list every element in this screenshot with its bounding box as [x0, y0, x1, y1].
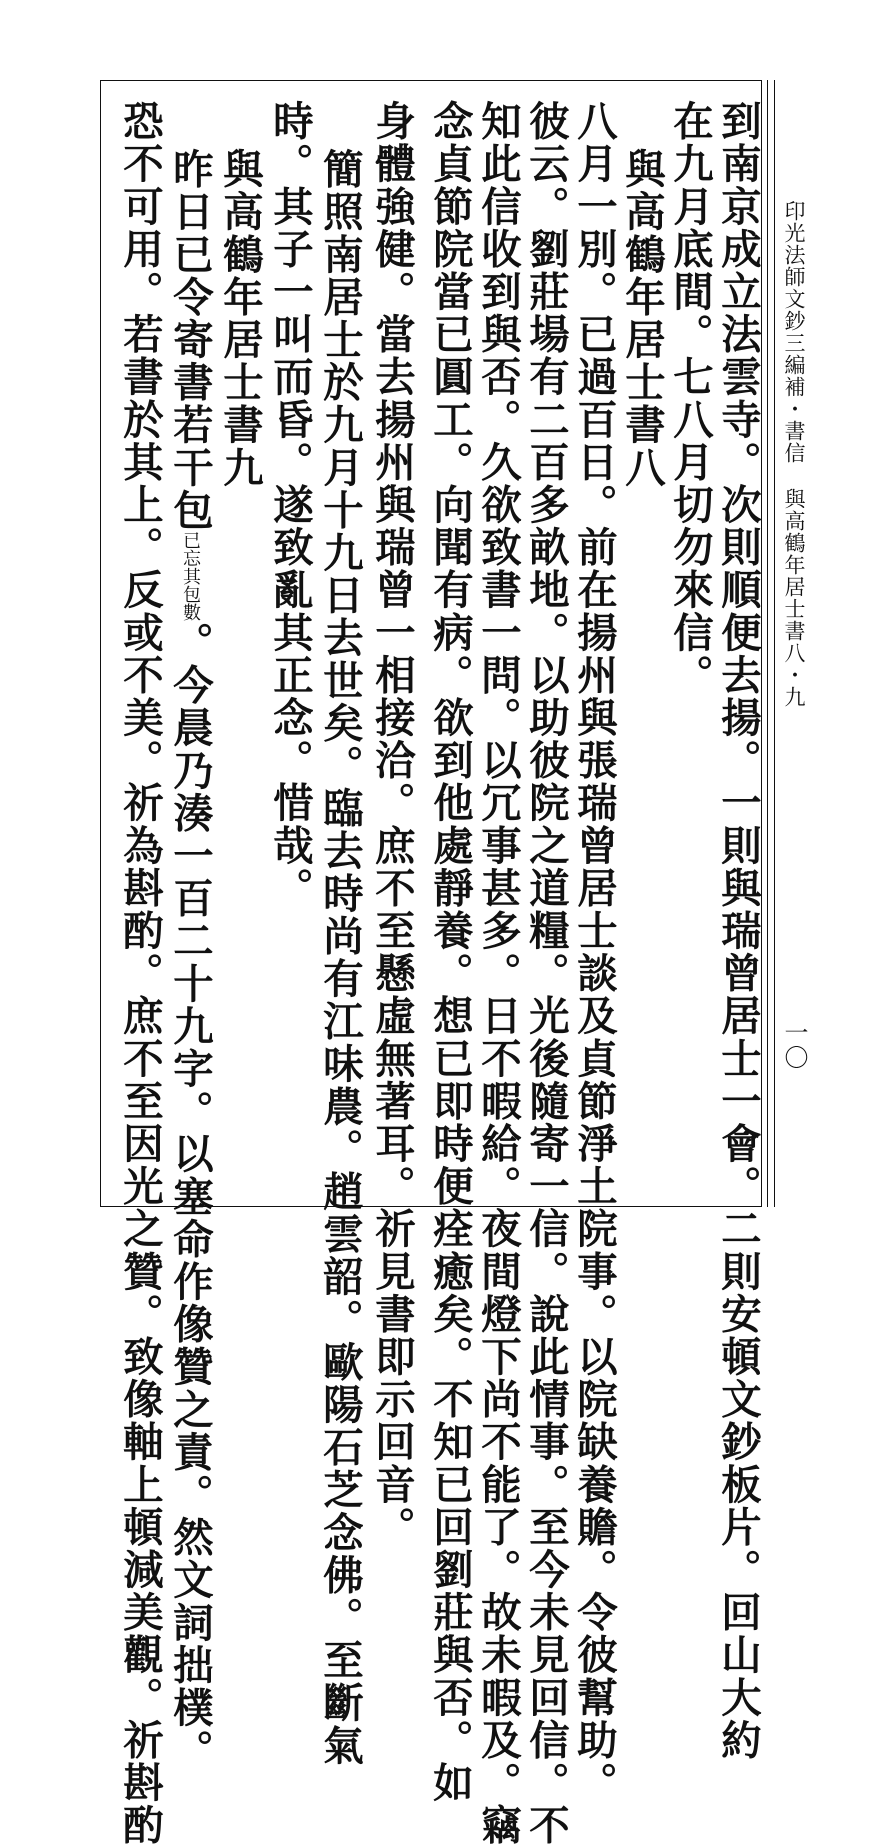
running-head-right: 與高鶴年居士書八・九 [782, 488, 806, 708]
letter-heading: 與高鶴年居士書八 [618, 148, 666, 489]
text-column: 知此信收到與否。久欲致書一問。以冗事甚多。日不暇給。夜間燈下尚不能了。故未暇及。竊 [474, 100, 522, 1847]
margin-divider [767, 80, 768, 1207]
text-column: 念貞節院當已圓工。向聞有病。欲到他處靜養。想已即時便痊癒矣。不知已回劉莊與否。如 [426, 100, 474, 1804]
running-head-left: 印光法師文鈔三編補・書信 [782, 200, 806, 464]
text-column: 身體強健。當去揚州與瑞曾一相接洽。庶不至懸虛無著耳。祈見書即示回音。 [368, 100, 416, 1549]
text-column: 在九月底間。七八月切勿來信。 [666, 100, 714, 697]
text-column [168, 148, 212, 1772]
margin-divider [774, 80, 775, 1207]
text-column: 時。其子一叫而昏。遂致亂其正念。惜哉。 [266, 100, 314, 910]
text-column: 彼云。劉莊場有二百多畝地。以助彼院之道糧。光後隨寄一信。說此情事。至今未見回信。不 [522, 100, 570, 1847]
interlinear-note: 已忘其包數 [180, 531, 201, 622]
text-column: 八月一別。已過百日。前在揚州與張瑞曾居士談及貞節淨土院事。以院缺養贍。令彼幫助。 [570, 100, 618, 1804]
text-column: 簡照南居士於九月十九日去世矣。臨去時尚有江味農。趙雲韶。歐陽石芝念佛。至斷氣 [316, 148, 364, 1767]
letter-heading: 與高鶴年居士書九 [216, 148, 264, 489]
text-column: 恐不可用。若書於其上。反或不美。祈為斟酌。庶不至因光之贊。致像軸上頓減美觀。祈斟酌 [116, 100, 164, 1847]
text-segment: 。今晨乃湊一百二十九字。以塞命作像贊之責。然文詞拙樸。 [166, 621, 214, 1772]
text-column: 到南京成立法雲寺。次則順便去揚。一則與瑞曾居士一會。二則安頓文鈔板片。回山大約 [714, 100, 762, 1762]
running-head [782, 200, 806, 708]
page-number: 一〇 [780, 1020, 808, 1070]
text-segment: 昨日已令寄書若干包 [166, 148, 214, 532]
